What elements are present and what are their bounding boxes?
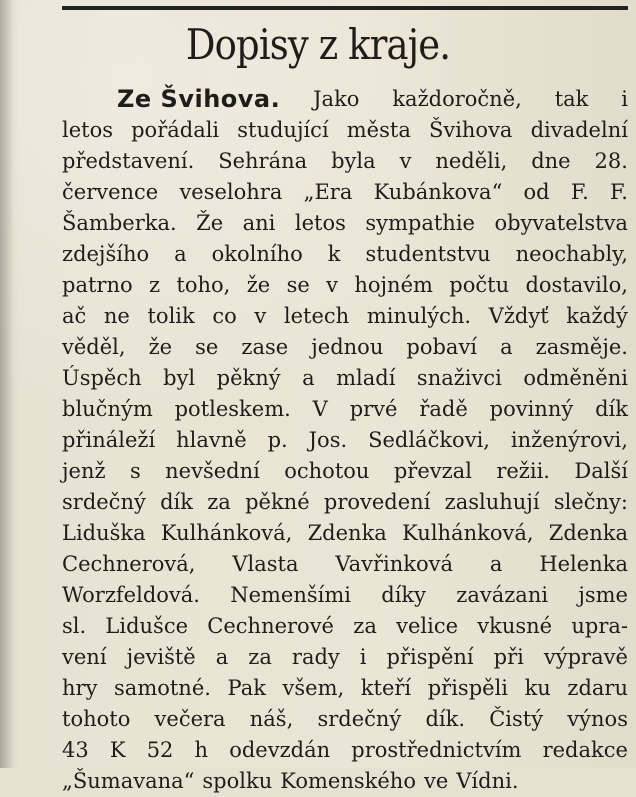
word: Zdenka — [548, 521, 628, 545]
article-line-16 — [62, 549, 628, 580]
word: hojném — [354, 273, 433, 297]
word: dík — [160, 490, 193, 514]
word: okolního — [211, 242, 303, 266]
word: ani — [242, 211, 276, 235]
word: Sedláčkovi, — [368, 428, 490, 452]
word: V — [312, 397, 328, 421]
word: Švihova — [428, 118, 513, 142]
word: pobaví — [406, 335, 478, 359]
article-line-8 — [62, 301, 628, 332]
word: Kulhánková, — [402, 521, 534, 545]
word: hry — [62, 676, 98, 700]
article-line-6 — [62, 239, 628, 270]
article-line-4 — [62, 177, 628, 208]
word: Nemenšími — [230, 583, 352, 607]
word: jeviště — [126, 645, 196, 669]
word: neděli, — [435, 149, 508, 173]
word: F. — [610, 180, 628, 204]
article-dateline: Ze Švihova. — [117, 85, 281, 113]
article-line-1 — [62, 84, 628, 115]
word: byl — [163, 366, 196, 390]
word: a — [302, 366, 315, 390]
article-line-11 — [62, 394, 628, 425]
word: letech — [283, 304, 350, 328]
word: a — [174, 242, 187, 266]
word: Úspěch — [62, 366, 142, 390]
word: července — [62, 180, 159, 204]
word: patrno — [62, 273, 133, 297]
word: a — [215, 645, 229, 669]
word: že — [246, 273, 271, 297]
word: studující — [237, 118, 329, 142]
word: h — [194, 738, 209, 762]
word: tohoto — [62, 707, 131, 731]
word: ochotou — [284, 459, 370, 483]
word: letos — [294, 211, 346, 235]
word: Čistý — [489, 707, 544, 731]
word: Pak — [227, 676, 266, 700]
word: prvé — [349, 397, 398, 421]
word: Vždyť — [488, 304, 549, 328]
word: za — [248, 645, 272, 669]
word: pořádali — [131, 118, 220, 142]
word: 28. — [594, 149, 628, 173]
word: dík. — [425, 707, 466, 731]
word: inženýrovi, — [510, 428, 628, 452]
word: Liduška — [62, 521, 146, 545]
word: že — [148, 335, 173, 359]
word: 43 — [62, 738, 89, 762]
word: minulých. — [366, 304, 472, 328]
word: při — [493, 645, 524, 669]
article-line-20 — [62, 673, 628, 704]
word: a — [489, 552, 503, 576]
top-rule — [62, 6, 628, 10]
word: nevšední — [165, 459, 260, 483]
word: zasluhují — [444, 490, 540, 514]
word: snaživci — [416, 366, 502, 390]
word: vení — [62, 645, 107, 669]
word: každý — [566, 304, 628, 328]
word: ku — [524, 676, 551, 700]
word: p. — [267, 428, 288, 452]
word: jenž — [62, 459, 106, 483]
word: Že — [196, 211, 224, 235]
word: srdečný — [62, 490, 146, 514]
word: Cechnerové — [207, 614, 334, 638]
article-body — [62, 84, 628, 797]
word: co — [212, 304, 237, 328]
word: sympathie — [365, 211, 475, 235]
word: Zdenka — [307, 521, 387, 545]
word: veselohra — [179, 180, 283, 204]
word: v — [326, 273, 339, 297]
article-line-14 — [62, 487, 628, 518]
word: provedení — [323, 490, 431, 514]
word: redakce — [542, 738, 628, 762]
word: mladí — [336, 366, 396, 390]
word: představení. — [62, 149, 195, 173]
word: se — [195, 335, 219, 359]
word: Kulhánková, — [160, 521, 293, 545]
word: „Era — [303, 180, 353, 204]
word: výpravě — [543, 645, 628, 669]
word: a — [500, 335, 513, 359]
word: všem, — [282, 676, 345, 700]
word: divadelní — [530, 118, 628, 142]
word: Helenka — [539, 552, 628, 576]
word: velice — [396, 614, 459, 638]
word: byla — [331, 149, 376, 173]
word: Worzfeldová. — [62, 583, 200, 607]
word: srdečný — [317, 707, 402, 731]
word: dík — [595, 397, 628, 421]
word: Vlasta — [232, 552, 299, 576]
word: potleskem. — [174, 397, 291, 421]
word: spolku — [202, 769, 273, 793]
article-line-21 — [62, 704, 628, 735]
word: v — [399, 149, 412, 173]
word: Sehrána — [218, 149, 308, 173]
word: dne — [531, 149, 571, 173]
word: v — [254, 304, 267, 328]
word: toho, — [176, 273, 231, 297]
word: Komenského — [280, 769, 416, 793]
word: s — [129, 459, 141, 483]
word: náš, — [249, 707, 294, 731]
word: odměněni — [523, 366, 628, 390]
word: zavázani — [456, 583, 549, 607]
word: upra- — [571, 614, 628, 638]
word: večera — [154, 707, 226, 731]
word: za — [353, 614, 377, 638]
section-title: Dopisy z kraje. — [185, 20, 451, 69]
article-line-10 — [62, 363, 628, 394]
article-line-18 — [62, 611, 628, 642]
word: výnos — [567, 707, 628, 731]
word: kteří — [360, 676, 412, 700]
word: odevzdán — [229, 738, 331, 762]
word: ač — [62, 304, 87, 328]
word: ve — [423, 769, 449, 793]
word: i — [359, 645, 367, 669]
word: ne — [103, 304, 130, 328]
article-line-2 — [62, 115, 628, 146]
word: dostavilo, — [525, 273, 628, 297]
word: Další — [574, 459, 628, 483]
word: režii. — [496, 459, 550, 483]
word: Vídni. — [456, 769, 519, 793]
word: Cechnerová, — [62, 552, 196, 576]
word: pěkný — [216, 366, 281, 390]
word: k — [327, 242, 341, 266]
word: slečny: — [553, 490, 628, 514]
word: města — [346, 118, 411, 142]
word: z — [148, 273, 161, 297]
word: zdejšího — [62, 242, 150, 266]
word: studentstvu — [365, 242, 491, 266]
word: povinný — [489, 397, 574, 421]
word: věděl, — [62, 335, 126, 359]
word: se — [286, 273, 310, 297]
word: každoročně, — [392, 87, 522, 111]
word: sl. — [62, 614, 87, 638]
article-line-7 — [62, 270, 628, 301]
word: blučným — [62, 397, 153, 421]
word: tolik — [147, 304, 195, 328]
word: hlavně — [176, 428, 247, 452]
word: neochably, — [515, 242, 628, 266]
word: tak — [554, 87, 589, 111]
article-line-23 — [62, 766, 628, 797]
word: zase — [241, 335, 289, 359]
word: prostřednictvím — [351, 738, 522, 762]
word: díky — [381, 583, 427, 607]
word: pěkné — [245, 490, 310, 514]
word: F. — [570, 180, 589, 204]
word: samotné. — [114, 676, 211, 700]
word: zasměje. — [535, 335, 628, 359]
word: 52 — [146, 738, 174, 762]
article-line-17 — [62, 580, 628, 611]
word: i — [621, 87, 628, 111]
word: přispění — [386, 645, 474, 669]
word: letos — [62, 118, 114, 142]
page-edge-shadow — [0, 0, 14, 768]
article-line-13 — [62, 456, 628, 487]
word: řadě — [419, 397, 468, 421]
article-line-19 — [62, 642, 628, 673]
word: převzal — [393, 459, 472, 483]
word: Jako — [313, 87, 360, 111]
word: přispěli — [427, 676, 508, 700]
word: Lidušce — [105, 614, 189, 638]
word: od — [523, 180, 550, 204]
word: „Šumavana“ — [62, 769, 195, 793]
article-line-3 — [62, 146, 628, 177]
word: Jos. — [308, 428, 348, 452]
word: Šamberka. — [62, 211, 177, 235]
word: jednou — [311, 335, 384, 359]
article-line-22 — [62, 735, 628, 766]
word: vkusné — [477, 614, 553, 638]
word: zdaru — [567, 676, 628, 700]
article-line-5 — [62, 208, 628, 239]
word: přináleží — [62, 428, 156, 452]
word: jsme — [578, 583, 628, 607]
word: Kubánkova“ — [373, 180, 503, 204]
article-line-15 — [62, 518, 628, 549]
word: za — [207, 490, 231, 514]
article-line-12 — [62, 425, 628, 456]
word: K — [109, 738, 126, 762]
word: Vavřinková — [335, 552, 454, 576]
word: obyvatelstva — [494, 211, 628, 235]
word: rady — [291, 645, 340, 669]
article-line-9 — [62, 332, 628, 363]
word: počtu — [449, 273, 510, 297]
